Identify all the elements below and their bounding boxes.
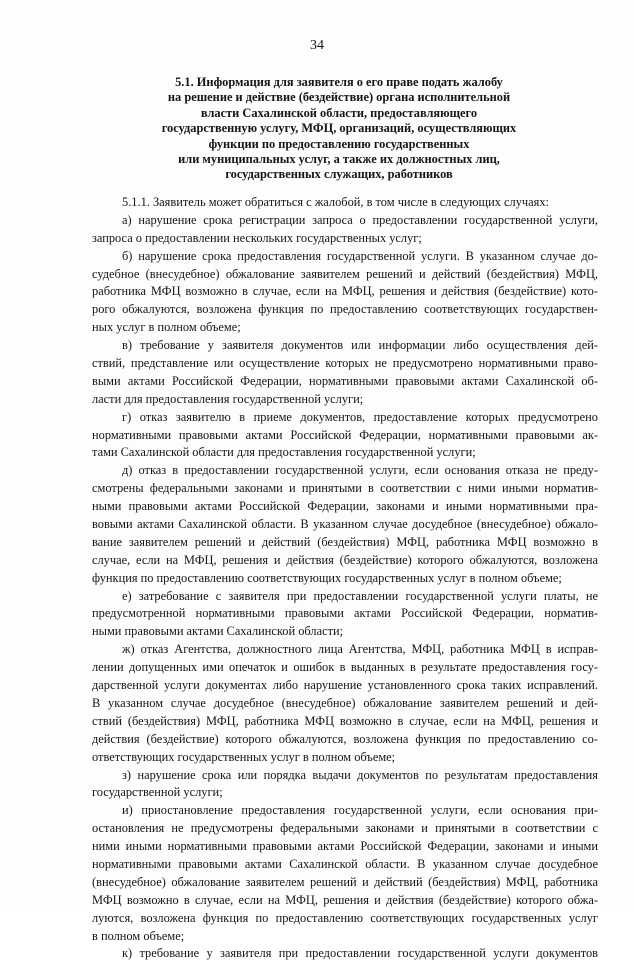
body-line: государственной услуги;	[92, 785, 223, 800]
body-line: в) требование у заявителя документов или информации либо осуществления дей-	[122, 338, 598, 353]
body-line: лении допущенных ими опечаток и ошибок в выданных в результате предоставления госу-	[92, 660, 598, 675]
body-line: дарственной услуги документах либо нарушение установленного срока таких исправлений.	[92, 678, 598, 693]
body-line: ласти для предоставления государственной услуги;	[92, 391, 364, 406]
body-line: выми актами Российской Федерации, нормативными правовыми актами Сахалинской об-	[92, 373, 598, 388]
body-line: к) требование у заявителя при предоставлении государственной услуги документов	[122, 946, 598, 961]
body-line: ж) отказ Агентства, должностного лица Агентства, МФЦ, работника МФЦ в исправ-	[122, 642, 598, 657]
body-line: з) нарушение срока или порядка выдачи документов по результатам предоставления	[122, 767, 598, 782]
heading-line: 5.1. Информация для заявителя о его праве подать жалобу	[175, 75, 503, 89]
body-line: ствий, представление или осуществление которых не предусмотрено нормативными право-	[92, 356, 598, 371]
body-line: вание заявителем решений и действий (бездействия) МФЦ, работника МФЦ возможно в	[92, 534, 598, 549]
body-line: нормативными правовыми актами Сахалинской области. В указанном случае досудебное	[92, 856, 598, 871]
body-line: ными правовыми актами Российской Федерации, законами и иными нормативными пра-	[92, 499, 598, 514]
body-line: предусмотренной нормативными правовыми актами Российской Федерации, норматив-	[92, 606, 598, 621]
body-line: ними иными нормативными правовыми актами Российской Федерации, законами и иными	[92, 839, 598, 854]
heading-line: власти Сахалинской области, предоставляющего	[200, 105, 478, 120]
body-line: судебное (внесудебное) обжалование заявителем решений и действий (бездействия) МФЦ,	[92, 266, 598, 281]
body-line: д) отказ в предоставлении государственной услуги, если основания отказа не преду-	[122, 463, 598, 478]
body-line: ных услуг в полном объеме;	[92, 320, 241, 335]
body-line: нормативными правовыми актами Российской Федерации, нормативными правовыми ак-	[92, 427, 598, 442]
body-line: тами Сахалинской области для предоставления государственной услуги;	[92, 445, 476, 460]
heading-line: государственных служащих, работников	[225, 167, 453, 182]
body-line: ными правовыми актами Сахалинской области;	[92, 624, 344, 639]
body-line: е) затребование с заявителя при предоставлении государственной услуги платы, не	[122, 588, 598, 603]
body-line: смотрены федеральными законами и принятыми в соответствии с ними иными норматив-	[92, 481, 598, 496]
body-line: и) приостановление предоставления государственной услуги, если основания при-	[122, 803, 598, 818]
heading-line: или муниципальных услуг, а также их должностных лиц,	[178, 152, 500, 167]
body-line: случае, если на МФЦ, решения и действия (бездействие) которого обжалуются, возложена	[92, 552, 598, 567]
body-line: ствий (бездействия) МФЦ, работника МФЦ возможно в случае, если на МФЦ, решения и	[92, 713, 598, 728]
body-line: 5.1.1. Заявитель может обратиться с жалобой, в том числе в следующих случаях:	[122, 195, 549, 209]
body-line: (внесудебное) обжалование заявителем решений и действий (бездействия) МФЦ, работника	[92, 874, 598, 889]
body-line: МФЦ возможно в случае, если на МФЦ, решения и действия (бездействие) которого обжа-	[92, 892, 598, 907]
heading-line: функции по предоставлению государственных	[208, 136, 470, 151]
body-line: а) нарушение срока регистрации запроса о предоставлении государственной услуги,	[122, 212, 598, 227]
body-line: б) нарушение срока предоставления государственной услуги. В указанном случае до-	[122, 248, 598, 263]
body-line: в полном объеме;	[92, 928, 185, 943]
body-line: действия (бездействие) которого обжалуются, возложена функция по предоставлению со-	[92, 731, 598, 746]
body-line: вовыми актами Сахалинской области. В указанном случае досудебное (внесудебное) обжало-	[92, 517, 598, 532]
body-line: ответствующих государственных услуг в полном объеме;	[92, 749, 396, 764]
body-text	[92, 194, 598, 963]
body-line: г) отказ заявителю в приеме документов, предоставление которых предусмотрено	[122, 409, 598, 424]
heading-line: государственную услугу, МФЦ, организаций, осуществляющих	[161, 121, 517, 136]
section-heading	[140, 75, 538, 183]
body-line: В указанном случае досудебное (внесудебное) обжалование заявителем решений и дей-	[92, 695, 598, 710]
body-line: рого обжалуются, возложена функция по предоставлению соответствующих государствен-	[92, 302, 598, 317]
body-line: остановления не предусмотрены федеральными законами и принятыми в соответствии с	[92, 821, 598, 836]
body-line: работника МФЦ возможно в случае, если на МФЦ, решения и действия (бездействие) кото-	[92, 284, 598, 299]
body-line: запроса о предоставлении нескольких государственных услуг;	[92, 230, 422, 245]
body-line: луются, возложена функция по предоставлению соответствующих государственных услуг	[92, 910, 598, 925]
heading-line: на решение и действие (бездействие) органа исполнительной	[167, 90, 511, 105]
page-number: 34	[310, 38, 324, 53]
body-line: функция по предоставлению соответствующих государственных услуг в полном объеме;	[92, 570, 562, 585]
